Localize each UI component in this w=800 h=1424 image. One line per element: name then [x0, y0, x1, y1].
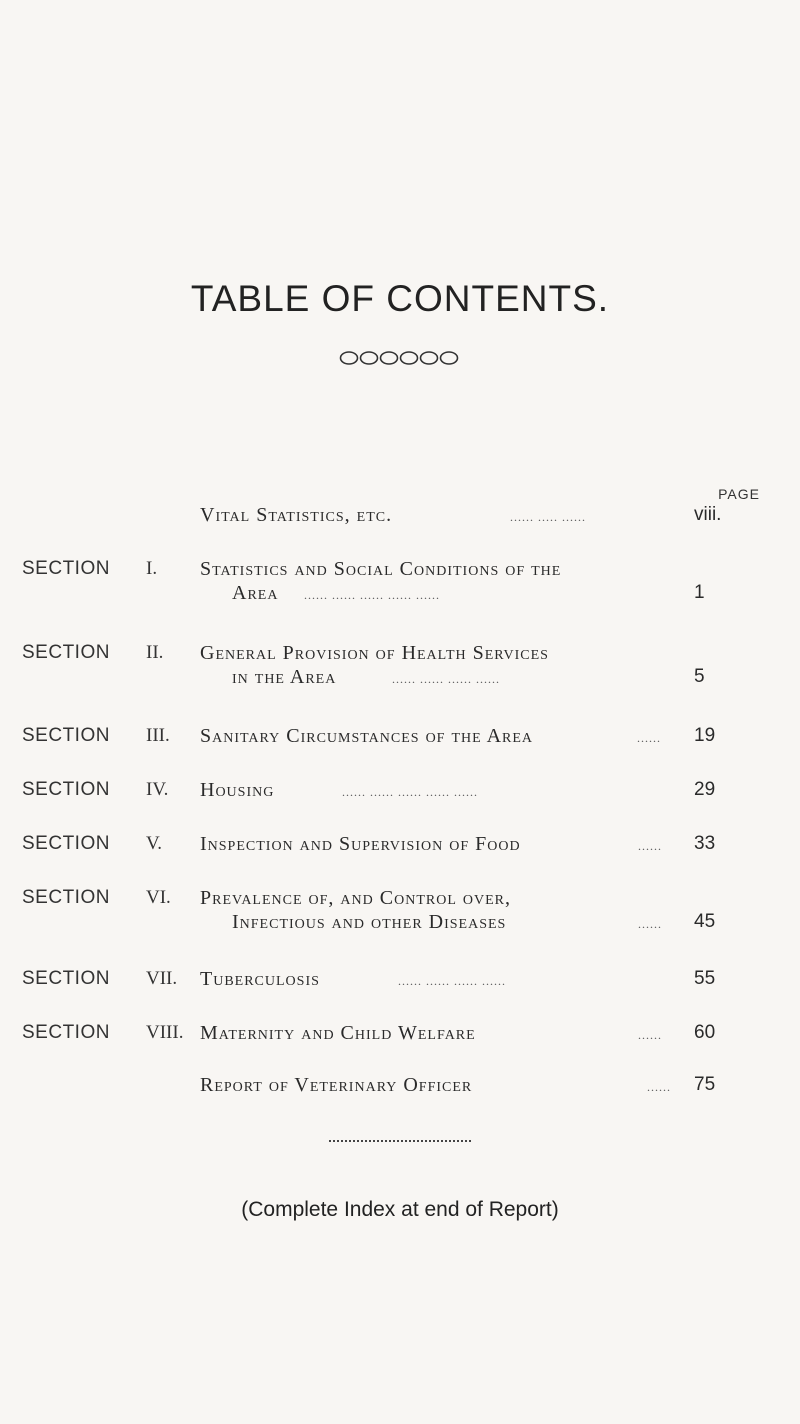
section-number: V. — [146, 833, 163, 854]
section-label: SECTION — [22, 1022, 110, 1043]
leader-dots: ...... ...... ...... ...... ...... — [342, 785, 478, 799]
section-number: VII. — [146, 968, 178, 989]
leader-dots: ...... — [638, 1028, 662, 1042]
entry-page-number: 19 — [694, 725, 716, 746]
entry-page-number: 55 — [694, 968, 716, 989]
entry-title-line: Tuberculosis — [200, 968, 320, 990]
leader-dots: ...... — [647, 1080, 671, 1094]
entry-title-line-continued: in the Area — [232, 666, 337, 688]
section-label: SECTION — [22, 833, 110, 854]
entry-title-line: General Provision of Health Services — [200, 642, 549, 664]
section-label: SECTION — [22, 642, 110, 663]
entry-title-line-continued: Infectious and other Diseases — [232, 911, 507, 933]
dotted-divider — [329, 1136, 471, 1142]
entry-page-number: 45 — [694, 911, 716, 932]
entry-page-number: 1 — [694, 582, 705, 603]
entry-page-number: 60 — [694, 1022, 716, 1043]
leader-dots: ...... ...... ...... ...... — [398, 974, 506, 988]
entry-title-line: Vital Statistics, etc. — [200, 504, 393, 526]
leader-dots: ...... ...... ...... ...... — [392, 672, 500, 686]
leader-dots: ...... — [637, 731, 661, 745]
page-title: TABLE OF CONTENTS. — [190, 278, 610, 319]
entry-title-line: Inspection and Supervision of Food — [200, 833, 521, 855]
leader-dots: ...... — [638, 839, 662, 853]
section-label: SECTION — [22, 558, 110, 579]
leader-dots: ...... ...... ...... ...... ...... — [304, 588, 440, 602]
leader-dots: ...... — [638, 917, 662, 931]
section-number: I. — [146, 558, 158, 579]
section-label: SECTION — [22, 779, 110, 800]
entry-page-number: 29 — [694, 779, 716, 800]
entry-title-line: Prevalence of, and Control over, — [200, 887, 511, 909]
entry-page-number: 33 — [694, 833, 716, 854]
section-label: SECTION — [22, 887, 110, 908]
entry-page-number: viii. — [694, 504, 722, 525]
entry-title-line: Housing — [200, 779, 275, 801]
section-label: SECTION — [22, 725, 110, 746]
section-label: SECTION — [22, 968, 110, 989]
entry-title-line: Sanitary Circumstances of the Area — [200, 725, 534, 747]
chain-ornament-icon — [339, 350, 461, 366]
entry-title-line: Maternity and Child Welfare — [200, 1022, 476, 1044]
entry-page-number: 75 — [694, 1074, 716, 1095]
entry-title-line-continued: Area — [232, 582, 279, 604]
section-number: IV. — [146, 779, 169, 800]
section-number: III. — [146, 725, 170, 746]
section-number: VI. — [146, 887, 171, 908]
section-number: II. — [146, 642, 164, 663]
entry-title-line: Report of Veterinary Officer — [200, 1074, 473, 1096]
entry-title-line: Statistics and Social Conditions of the — [200, 558, 562, 580]
entry-page-number: 5 — [694, 666, 705, 687]
page-column-header: PAGE — [718, 486, 760, 502]
index-note: (Complete Index at end of Report) — [241, 1198, 559, 1221]
leader-dots: ...... ..... ...... — [510, 510, 586, 524]
section-number: VIII. — [146, 1022, 184, 1043]
